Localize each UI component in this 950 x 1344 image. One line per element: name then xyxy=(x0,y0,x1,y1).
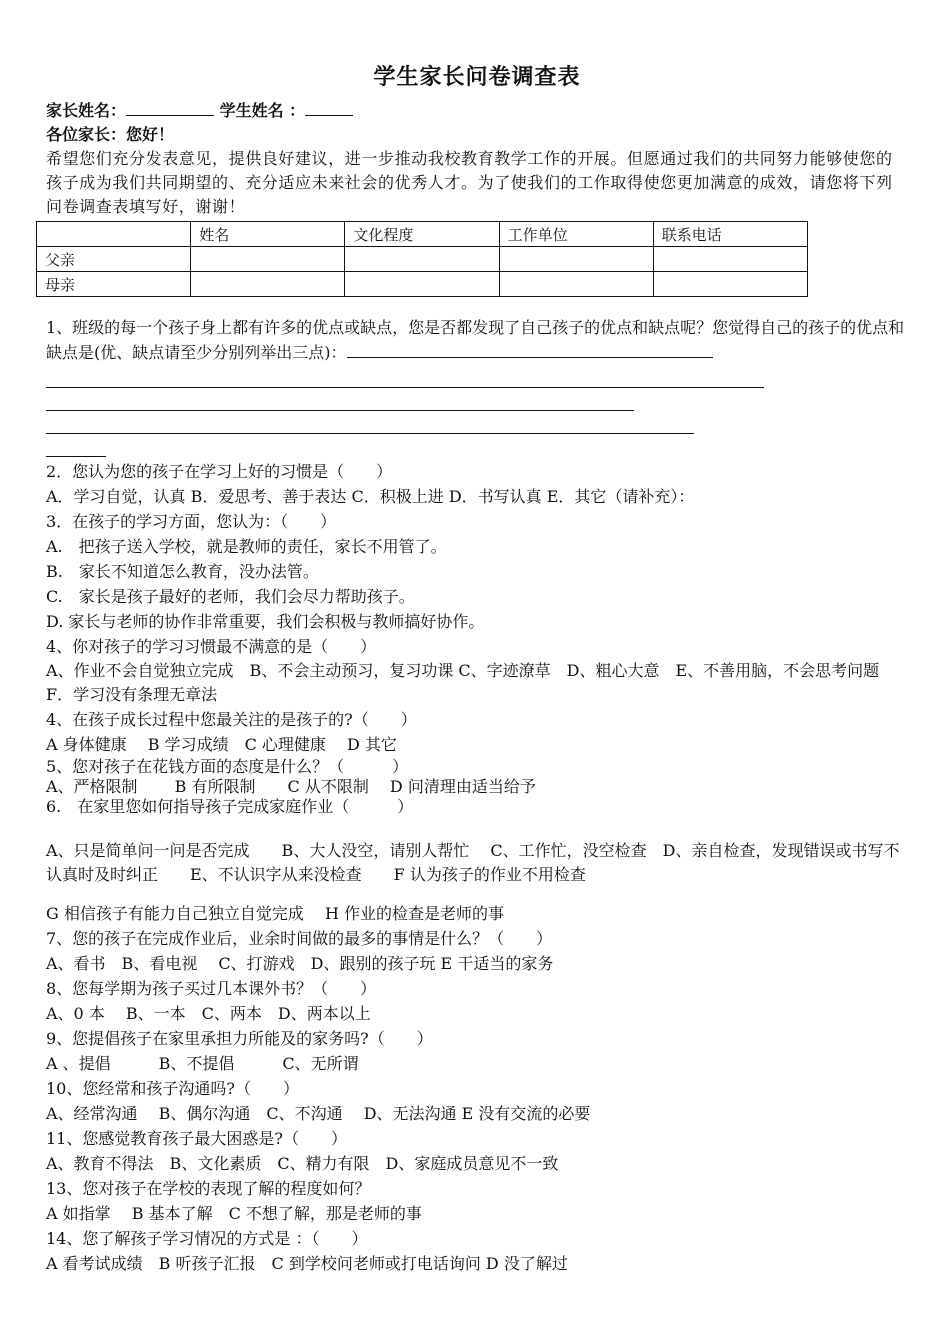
table-cell[interactable] xyxy=(499,247,653,272)
table-cell[interactable] xyxy=(345,247,499,272)
question-4a-options: A、作业不会自觉独立完成 B、不会主动预习，复习功课 C、字迹潦草 D、粗心大意 E、不善用脑，不会思考问题 F．学习没有条理无章法 xyxy=(46,661,880,704)
question-3-option-b[interactable]: B. 家长不知道怎么教育，没办法管。 xyxy=(46,562,319,581)
question-8-options: A、0 本 B、一本 C、两本 D、两本以上 xyxy=(46,1004,371,1023)
question-6: 6. 在家里您如何指导孩子完成家庭作业（ ） xyxy=(46,797,414,816)
table-header-cell: 工作单位 xyxy=(499,222,653,247)
question-7: 7、您的孩子在完成作业后，业余时间做的最多的事情是什么？（ ） xyxy=(46,929,553,948)
question-6-options: A、只是简单问一问是否完成 B、大人没空，请别人帮忙 C、工作忙，没空检查 D、亲自检查，发现错误或书写不认真时及时纠正 E、不认识字从来没检查 F 认为孩子的作业不用检查 xyxy=(46,841,900,884)
question-9-options: A 、提倡 B、不提倡 C、无所谓 xyxy=(46,1054,359,1073)
table-header-cell xyxy=(37,222,191,247)
question-4a: 4、你对孩子的学习习惯最不满意的是（ ） xyxy=(46,637,377,656)
table-header-cell: 姓名 xyxy=(191,222,345,247)
questionnaire-page xyxy=(46,60,908,1276)
question-10: 10、您经常和孩子沟通吗?（ ） xyxy=(46,1079,299,1098)
spacer xyxy=(46,297,908,315)
answer-line[interactable] xyxy=(46,411,694,434)
question-11: 11、您感觉教育孩子最大困惑是?（ ） xyxy=(46,1129,347,1148)
question-2-options: A．学习自觉，认真 B．爱思考、善于表达 C．积极上进 D．书写认真 E．其它（请补充）： xyxy=(46,487,695,506)
greeting: 各位家长：您好！ xyxy=(46,125,175,144)
question-4b: 4、在孩子成长过程中您最关注的是孩子的?（ ） xyxy=(46,710,417,729)
answer-line[interactable] xyxy=(46,434,106,457)
question-3: 3．在孩子的学习方面，您认为：（ ） xyxy=(46,512,337,531)
question-3-option-d[interactable]: D. 家长与老师的协作非常重要，我们会积极与教师搞好协作。 xyxy=(46,612,485,631)
table-cell[interactable] xyxy=(499,272,653,297)
parent-name-label: 家长姓名： xyxy=(46,101,127,120)
question-14: 14、您了解孩子学习情况的方式是 ：（ ） xyxy=(46,1229,368,1248)
question-10-options: A、经常沟通 B、偶尔沟通 C、不沟通 D、无法沟通 E 没有交流的必要 xyxy=(46,1104,591,1123)
page-title: 学生家长问卷调查表 xyxy=(373,65,581,90)
question-9: 9、您提倡孩子在家里承担力所能及的家务吗?（ ） xyxy=(46,1029,433,1048)
student-name-label: 学生姓名 ： xyxy=(219,101,306,120)
parent-info-table xyxy=(36,221,808,297)
table-header-cell: 文化程度 xyxy=(345,222,499,247)
spacer xyxy=(46,887,908,901)
table-row xyxy=(37,272,808,297)
answer-line[interactable] xyxy=(46,365,764,388)
answer-line[interactable] xyxy=(46,388,634,411)
table-cell[interactable] xyxy=(345,272,499,297)
row-label-mother: 母亲 xyxy=(37,272,191,297)
table-header-cell: 联系电话 xyxy=(653,222,807,247)
question-13-options: A 如指掌 B 基本了解 C 不想了解，那是老师的事 xyxy=(46,1204,422,1223)
question-2: 2．您认为您的孩子在学习上好的习惯是（ ） xyxy=(46,462,393,481)
table-cell[interactable] xyxy=(191,272,345,297)
question-6-options-extra: G 相信孩子有能力自己独立自觉完成 H 作业的检查是老师的事 xyxy=(46,904,504,923)
row-label-father: 父亲 xyxy=(37,247,191,272)
question-1 xyxy=(46,315,908,365)
question-7-options: A、看书 B、看电视 C、打游戏 D、跟别的孩子玩 E 干适当的家务 xyxy=(46,954,554,973)
answer-line[interactable] xyxy=(347,343,713,358)
name-fields-row xyxy=(46,99,908,123)
question-8: 8、您每学期为孩子买过几本课外书？（ ） xyxy=(46,979,377,998)
table-cell[interactable] xyxy=(653,272,807,297)
table-cell[interactable] xyxy=(653,247,807,272)
student-name-field[interactable] xyxy=(305,101,353,116)
question-3-option-c[interactable]: C. 家长是孩子最好的老师，我们会尽力帮助孩子。 xyxy=(46,587,415,606)
question-5: 5、您对孩子在花钱方面的态度是什么？（ ） xyxy=(46,757,409,776)
question-5-options: A、严格限制 B 有所限制 C 从不限制 D 问清理由适当给予 xyxy=(46,777,536,796)
table-header-row xyxy=(37,222,808,247)
table-row xyxy=(37,247,808,272)
question-14-options: A 看考试成绩 B 听孩子汇报 C 到学校问老师或打电话询问 D 没了解过 xyxy=(46,1254,568,1273)
question-4b-options: A 身体健康 B 学习成绩 C 心理健康 D 其它 xyxy=(46,735,397,754)
intro-paragraph: 希望您们充分发表意见，提供良好建议，进一步推动我校教育教学工作的开展。但愿通过我们的共同努力能够使您的孩子成为我们共同期望的、充分适应未来社会的优秀人才。为了使我们的工作取得使您更加满意的成效，请您将下列问卷调查表填写好，谢谢！ xyxy=(46,149,893,216)
table-cell[interactable] xyxy=(191,247,345,272)
spacer xyxy=(46,817,908,839)
question-11-options: A、教育不得法 B、文化素质 C、精力有限 D、家庭成员意见不一致 xyxy=(46,1154,559,1173)
question-3-option-a[interactable]: A. 把孩子送入学校，就是教师的责任，家长不用管了。 xyxy=(46,537,447,556)
question-1-text: 1、班级的每一个孩子身上都有许多的优点或缺点，您是否都发现了自己孩子的优点和缺点呢？您觉得自己的孩子的优点和缺点是(优、缺点请至少分别列举出三点)： xyxy=(46,318,905,362)
parent-name-field[interactable] xyxy=(126,101,214,116)
question-13: 13、您对孩子在学校的表现了解的程度如何？ xyxy=(46,1179,371,1198)
